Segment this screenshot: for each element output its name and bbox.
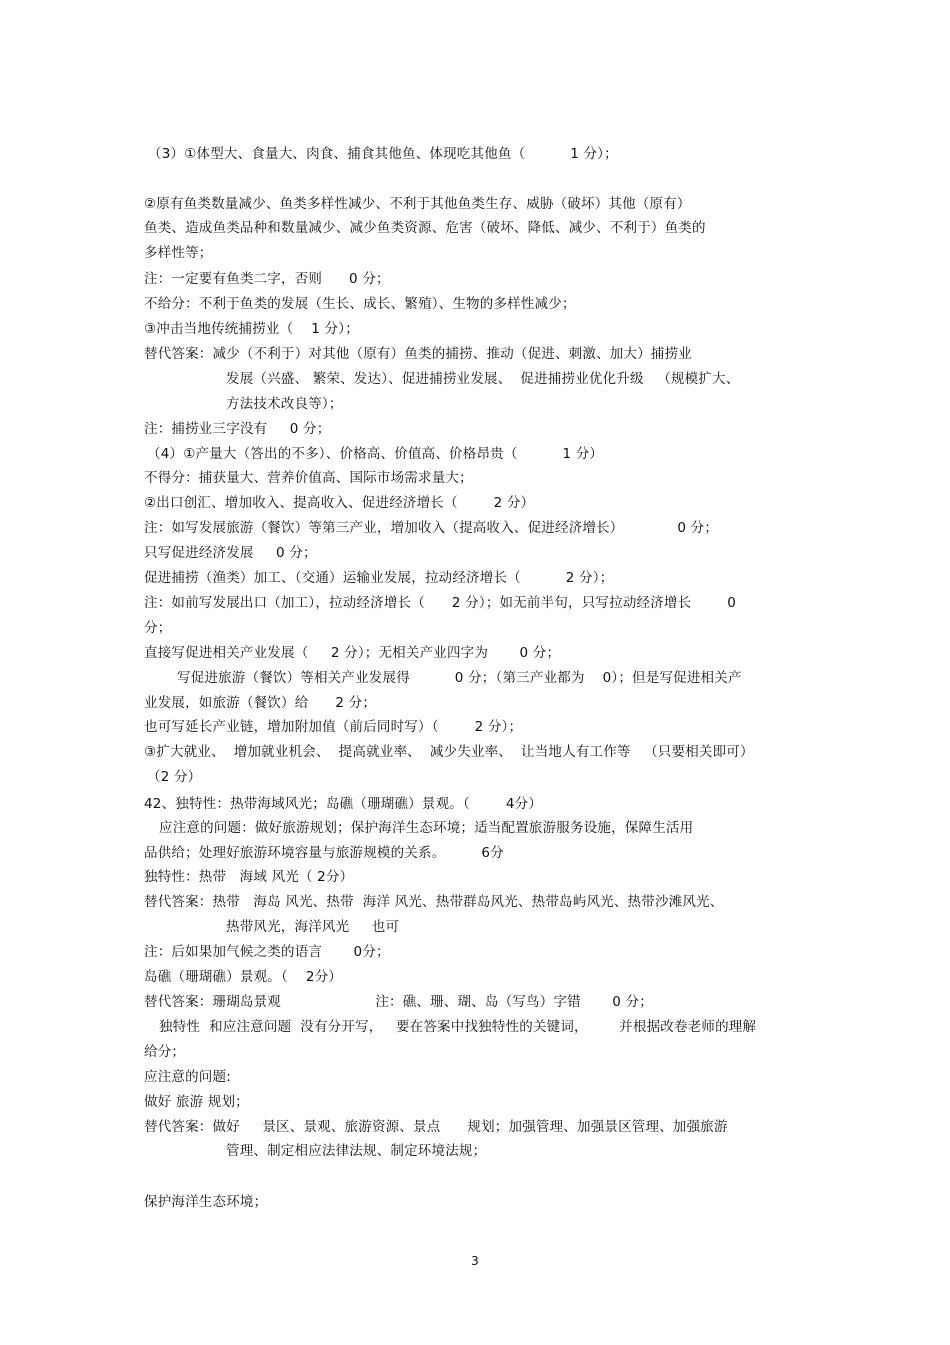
text-line: 热带风光，海洋风光 也可	[226, 919, 400, 935]
text-line: 应注意的问题:	[144, 1069, 231, 1085]
text-line: 注：如前写发展出口（加工），拉动经济增长（ 2 分）；如无前半句，只写拉动经济增长 0	[144, 595, 737, 611]
text-line: （3）①体型大、食量大、肉食、捕食其他鱼、体现吃其他鱼（ 1 分）；	[148, 146, 618, 162]
text-line: 注：如写发展旅游（餐饮）等第三产业，增加收入（提高收入、促进经济增长） 0 分；	[144, 520, 719, 536]
text-line: （2 分）	[147, 769, 202, 785]
text-line: 替代答案：热带 海岛 风光、热带 海洋 风光、热带群岛风光、热带岛屿风光、热带沙滩风光、	[144, 894, 724, 910]
text-line: ③冲击当地传统捕捞业（ 1 分）；	[144, 321, 359, 337]
text-line: 管理、制定相应法律法规、制定环境法规；	[226, 1143, 487, 1159]
text-line: （4）①产量大（答出的不多）、价格高、价值高、价格昂贵（ 1 分）	[147, 446, 604, 462]
page-number: 3	[471, 1254, 479, 1268]
text-line: 注：捕捞业三字没有 0 分；	[144, 421, 331, 437]
text-line: 方法技术改良等）；	[226, 396, 343, 412]
text-line: 直接写促进相关产业发展（ 2 分）；无相关产业四字为 0 分；	[144, 645, 561, 661]
text-line: 不给分：不利于鱼类的发展（生长、成长、繁殖）、生物的多样性减少；	[144, 296, 576, 312]
text-line: 替代答案：减少（不利于）对其他（原有）鱼类的捕捞、推动（促进、刺激、加大）捕捞业	[144, 346, 692, 362]
text-line: ②原有鱼类数量减少、鱼类多样性减少、不利于其他鱼类生存、威胁（破坏）其他（原有）	[144, 196, 691, 212]
text-line: 业发展，如旅游（餐饮）给 2 分；	[144, 695, 377, 711]
text-line: 只写促进经济发展 0 分；	[144, 545, 317, 561]
text-line: 做好 旅游 规划；	[144, 1094, 249, 1110]
text-line: 替代答案：做好 景区、景观、旅游资源、景点 规划；加强管理、加强景区管理、加强旅游	[144, 1119, 728, 1135]
text-line: 也可写延长产业链，增加附加值（前后同时写）（ 2 分）；	[144, 719, 523, 735]
text-line: 独特性 和应注意问题 没有分开写， 要在答案中找独特性的关键词， 并根据改卷老师的理解	[159, 1019, 757, 1035]
text-line: 岛礁（珊瑚礁）景观。（ 2分）	[144, 969, 343, 985]
text-line: 给分；	[144, 1044, 186, 1060]
text-line: 42、独特性：热带海域风光；岛礁（珊瑚礁）景观。（ 4分）	[144, 796, 543, 812]
text-line: 促进捕捞（渔类）加工、（交通）运输业发展，拉动经济增长（ 2 分）；	[144, 570, 614, 586]
text-line: ③扩大就业、 增加就业机会、 提高就业率、 减少失业率、 让当地人有工作等 （只要相关即可）	[144, 744, 754, 760]
text-line: 多样性等；	[144, 245, 213, 261]
text-line: 替代答案：珊瑚岛景观 注：礁、珊、瑚、岛（写鸟）字错 0 分；	[144, 994, 653, 1010]
text-line: 独特性：热带 海域 风光（ 2分）	[144, 869, 354, 885]
text-line: 写促进旅游（餐饮）等相关产业发展得 0 分；（第三产业都为 0）；但是写促进相关产	[177, 670, 742, 686]
text-line: 不得分：捕获量大、营养价值高、国际市场需求量大；	[144, 470, 473, 486]
text-line: 品供给；处理好旅游环境容量与旅游规模的关系。 6分	[144, 845, 504, 861]
text-line: 分；	[144, 620, 172, 636]
text-line: 鱼类、造成鱼类品种和数量减少、减少鱼类资源、危害（破坏、降低、减少、不利于）鱼类的	[144, 220, 706, 236]
text-line: 保护海洋生态环境；	[144, 1194, 268, 1210]
text-line: 应注意的问题：做好旅游规划；保护海洋生态环境；适当配置旅游服务设施，保障生活用	[159, 820, 694, 836]
text-line: 注：后如果加气候之类的语言 0分；	[144, 944, 390, 960]
text-line: 注：一定要有鱼类二字，否则 0 分；	[144, 271, 390, 287]
text-line: ②出口创汇、增加收入、提高收入、促进经济增长（ 2 分）	[144, 495, 535, 511]
text-line: 发展（兴盛、 繁荣、发达）、促进捕捞业发展、 促进捕捞业优化升级 （规模扩大、	[226, 371, 740, 387]
